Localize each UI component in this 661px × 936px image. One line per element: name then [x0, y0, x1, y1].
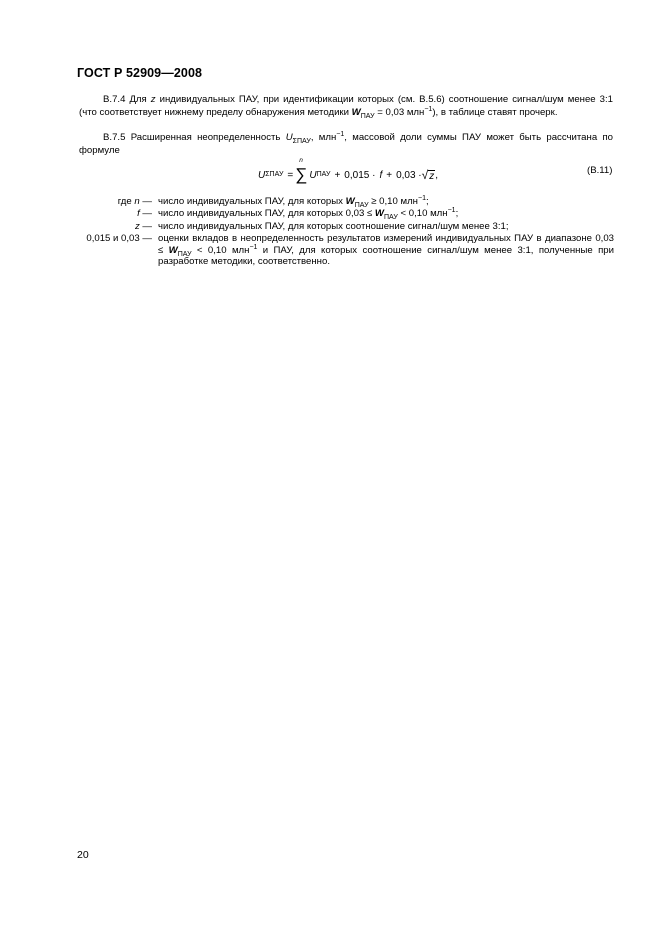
definition-coefficients: 0,015 и 0,03 — оценки вкладов в неопределенность результатов измерений индивидуальных ПАУ в диапазоне $0,03 \le W_{ПАУ} < 0,10$ млн$^{-1}$ и ПАУ, для которых соотношение сигнал/шум менее 3:1, полученные при разработке методики, соответственно. [86, 232, 614, 268]
definition-n: где n — число индивидуальных ПАУ, для которых $W_{ПАУ} \ge 0,10$ млн$^{-1}$; [117, 194, 429, 209]
definition-z: z — число индивидуальных ПАУ, для которых соотношение сигнал/шум менее 3:1; [134, 220, 509, 232]
sum-symbol: ∑ n [295, 157, 308, 184]
page-number: 20 [77, 849, 89, 861]
paragraph-b-7-4: В.7.4 Для z индивидуальных ПАУ, при идентификации которых (см. В.5.6) соотношение сигнал/шум менее 3:1 (что соответствует нижнему пределу обнаружения методики $W_{ПАУ} = 0,03$ млн$^{-1}$), в таблице ставят прочерк. [79, 94, 614, 120]
var-z: z [150, 94, 156, 105]
square-root: √ z [421, 168, 435, 182]
definitions-list [50, 196, 614, 269]
var-u: U [285, 132, 293, 143]
equation-number: (В.11) [587, 165, 613, 176]
document-header: ГОСТ Р 52909—2008 [77, 66, 203, 80]
formula-b-11: U ΣПАУ = ∑ n U ПАУ + 0,015 · f + 0,03 · √ z , [258, 157, 439, 184]
clause-number: В.7.5 [103, 132, 126, 143]
definition-f: f — число индивидуальных ПАУ, для которых $0,03 \le W_{ПАУ} < 0,10$ млн$^{-1}$; [137, 207, 459, 222]
paragraph-b-7-5: В.7.5 Расширенная неопределенность $U_{\Sigma ПАУ}$, млн$^{-1}$, массовой доли суммы ПАУ может быть рассчитана по формуле [79, 130, 613, 156]
clause-number: В.7.4 [103, 94, 126, 105]
var-w: W [351, 106, 361, 118]
